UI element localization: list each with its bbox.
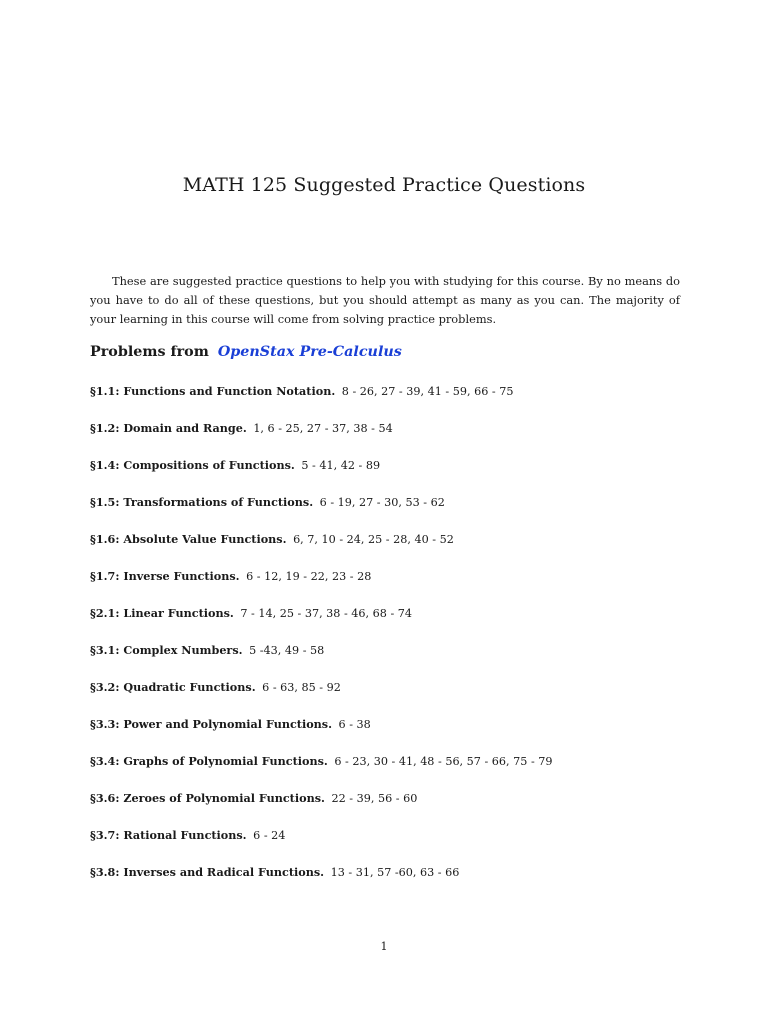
problem-ranges: 22 - 39, 56 - 60 (331, 792, 418, 805)
problem-item-1-4 (90, 458, 380, 472)
problem-label: §3.4: Graphs of Polynomial Functions. (90, 754, 328, 768)
problem-label: §1.2: Domain and Range. (90, 421, 247, 435)
problem-label: §1.5: Transformations of Functions. (90, 495, 314, 509)
problem-label: §3.1: Complex Numbers. (90, 643, 243, 657)
page-number: 1 (380, 940, 388, 953)
problem-label: §3.3: Power and Polynomial Functions. (90, 717, 332, 731)
problem-item-3-1 (90, 643, 324, 657)
page-title: MATH 125 Suggested Practice Questions (182, 174, 586, 196)
problem-ranges: 6 - 19, 27 - 30, 53 - 62 (319, 496, 445, 509)
problem-item-1-7 (90, 569, 371, 583)
problem-ranges: 7 - 14, 25 - 37, 38 - 46, 68 - 74 (240, 607, 413, 620)
problem-ranges: 6 - 12, 19 - 22, 23 - 28 (246, 570, 372, 583)
problem-ranges: 6 - 24 (253, 829, 286, 842)
problem-label: §3.6: Zeroes of Polynomial Functions. (90, 791, 325, 805)
problem-label: §1.6: Absolute Value Functions. (90, 532, 287, 546)
problem-label: §1.4: Compositions of Functions. (90, 458, 295, 472)
problem-ranges: 5 -43, 49 - 58 (249, 644, 325, 657)
problem-label: §2.1: Linear Functions. (90, 606, 234, 620)
problem-item-1-2 (90, 421, 393, 435)
problem-ranges: 6 - 23, 30 - 41, 48 - 56, 57 - 66, 75 - 79 (334, 755, 553, 768)
problem-ranges: 6, 7, 10 - 24, 25 - 28, 40 - 52 (293, 533, 454, 546)
section-heading-prefix: Problems from (90, 344, 209, 360)
problem-label: §1.7: Inverse Functions. (90, 569, 240, 583)
problem-item-3-2 (90, 680, 341, 694)
problem-ranges: 5 - 41, 42 - 89 (301, 459, 381, 472)
problem-item-1-6 (90, 532, 454, 546)
problem-ranges: 6 - 38 (338, 718, 371, 731)
openstax-link[interactable]: OpenStax Pre-Calculus (217, 344, 402, 360)
problem-item-2-1 (90, 606, 412, 620)
problem-ranges: 8 - 26, 27 - 39, 41 - 59, 66 - 75 (341, 385, 514, 398)
problem-item-3-7 (90, 828, 285, 842)
section-heading (90, 344, 402, 360)
problem-item-1-5 (90, 495, 445, 509)
intro-paragraph: These are suggested practice questions to help you with studying for this course. By no means do you have to do all of these questions, but you should attempt as many as you can. The majority of your learning in this course will come from solving practice problems. (90, 274, 680, 326)
problem-label: §1.1: Functions and Function Notation. (90, 384, 336, 398)
problem-ranges: 13 - 31, 57 -60, 63 - 66 (330, 866, 460, 879)
problem-ranges: 6 - 63, 85 - 92 (262, 681, 341, 694)
problem-item-3-4 (90, 754, 553, 768)
problem-label: §3.7: Rational Functions. (90, 828, 247, 842)
problem-label: §3.8: Inverses and Radical Functions. (90, 865, 325, 879)
problem-item-3-3 (90, 717, 371, 731)
problem-item-1-1 (90, 384, 513, 398)
problem-item-3-8 (90, 865, 459, 879)
problem-label: §3.2: Quadratic Functions. (90, 680, 256, 694)
problem-item-3-6 (90, 791, 417, 805)
problem-ranges: 1, 6 - 25, 27 - 37, 38 - 54 (253, 422, 393, 435)
